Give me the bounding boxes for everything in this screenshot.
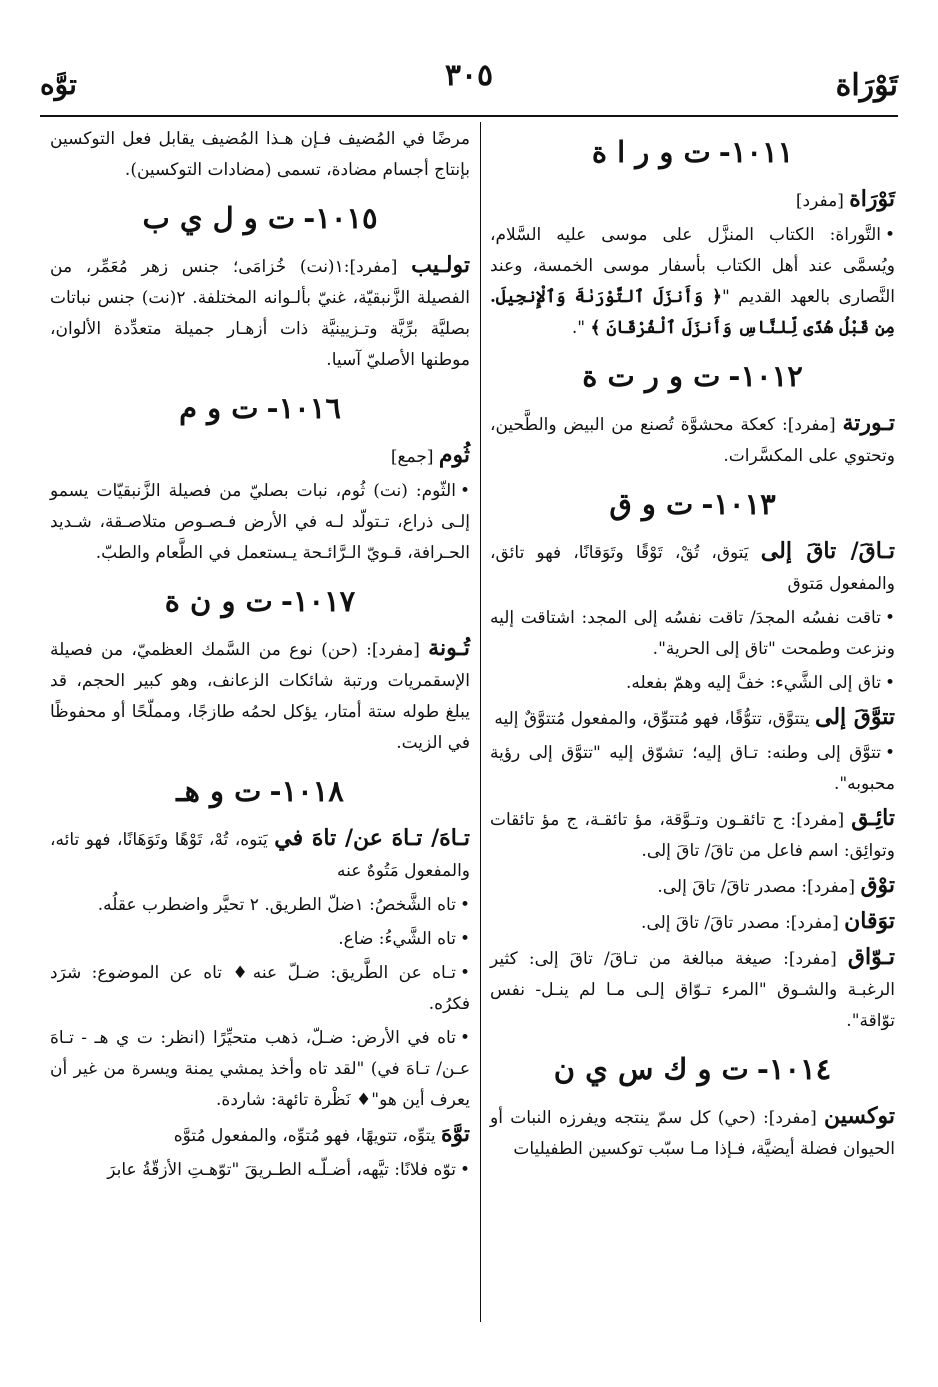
left-column xyxy=(50,120,470,1189)
headword: تـوّاق xyxy=(847,944,896,970)
part-of-speech-tag: [مفرد] xyxy=(795,191,844,211)
dictionary-entry xyxy=(490,536,895,600)
definition-text: تتوَّق إلى وطنه: تـاق إليه؛ تشوّق إليه "تتوَّق إلى رؤية محبوبه". xyxy=(490,743,895,794)
definition xyxy=(50,1155,470,1186)
root-number: ١٠١٢- xyxy=(728,359,803,393)
headword: توْق xyxy=(860,872,895,898)
part-of-speech-tag: [مفرد]: xyxy=(763,1108,817,1128)
root-number: ١٠١٤- xyxy=(756,1052,832,1086)
right-column xyxy=(490,120,895,1168)
definition xyxy=(490,738,895,800)
root-heading xyxy=(50,198,470,238)
dictionary-entry xyxy=(50,823,470,887)
part-of-speech-tag: [مفرد]: xyxy=(790,810,845,830)
root-number: ١٠١٧- xyxy=(280,584,356,618)
entry-text: ١(نت) خُزامَى؛ جنس زهر مُعَمِّر، من الفصيلة الزَّنبقيّة، غنيّ بألـوانه المختلفة. ٢(نت) جنس نباتات بصليَّة برِّيَّة وتـزيينيَّة ذات أزهـار جميلة متعدِّدة الألوان، موطنها الأصليّ آسيا. xyxy=(50,257,470,370)
root-letters: ت و ن ة xyxy=(164,584,273,618)
root-number: ١٠١٦- xyxy=(266,391,341,425)
dictionary-entry xyxy=(50,250,470,376)
definition-text: توّه فلانًا: تيَّهه، أضـلّـه الطـريقَ "توّهـتِ الأزقّةُ عابرَ xyxy=(107,1160,456,1180)
bullet-icon: • xyxy=(884,225,895,245)
entry-text: كعكة محشوَّة تُصنع من البيض والطَّحين، وتحتوي على المكسَّرات. xyxy=(490,415,895,466)
dictionary-entry xyxy=(490,803,895,867)
root-heading xyxy=(50,388,470,428)
entry-text: (حن) نوع من السَّمك العظميّ، من فصيلة الإسقمريات ورتبة شائكات الزعانف، وهو كبير الحجم، قد يبلغ طوله ستة أمتار، يؤكل لحمُه طازجًا، ومملّحًا أو محفوظًا في الزيت. xyxy=(50,640,470,753)
definition xyxy=(490,668,895,699)
entry-text: (حي) كل سمّ ينتجه ويفرزه النبات أو الحيوان فضلة أيضيَّة، فـإذا مـا سبّب توكسين الطفيليات xyxy=(490,1108,895,1159)
definition-text: تاقت نفسُه المجدَ/ تاقت نفسُه إلى المجد: اشتاقت إليه ونزعت وطمحت "تاق إلى الحرية". xyxy=(490,608,895,659)
dictionary-entry xyxy=(490,184,895,217)
part-of-speech-tag: [مفرد]: xyxy=(801,877,856,897)
dictionary-entry xyxy=(50,633,470,759)
root-heading xyxy=(490,132,895,172)
header-divider xyxy=(40,115,898,117)
dictionary-entry xyxy=(50,440,470,473)
bullet-icon: • xyxy=(884,743,895,763)
headword: تَوْرَاة xyxy=(849,186,895,212)
dictionary-entry xyxy=(490,906,895,939)
bullet-icon: • xyxy=(459,1028,470,1048)
root-letters: ت و ك س ي ن xyxy=(553,1052,749,1086)
definition xyxy=(490,220,895,344)
root-letters: ت و ل ي ب xyxy=(142,201,296,235)
headword: تـورتة xyxy=(842,410,895,436)
headword: توَّهَ xyxy=(440,1121,470,1147)
headword: تتوَّقَ إلى xyxy=(814,704,895,730)
dictionary-entry xyxy=(490,870,895,903)
definition-text: تاه الشَّيءُ: ضاع. xyxy=(338,929,456,949)
definition xyxy=(50,476,470,569)
page-header xyxy=(40,58,898,114)
entry-text: مصدر تاقَ/ تاقَ إلى. xyxy=(657,877,802,897)
headword: تـاهَ/ تـاهَ عن/ تاهَ في xyxy=(274,825,470,851)
root-letters: ت و هـ xyxy=(176,774,262,808)
root-letters: ت و م xyxy=(179,391,259,425)
bullet-icon: • xyxy=(459,481,470,501)
column-divider xyxy=(480,122,481,1322)
definition-text: تـاه عن الطَّريق: ضـلّ عنه♦ تاه عن الموضوع: شرَد فكرُه. xyxy=(50,963,470,1014)
root-number: ١٠١٥- xyxy=(303,201,378,235)
bullet-icon: • xyxy=(459,1160,470,1180)
root-heading xyxy=(50,581,470,621)
dictionary-entry xyxy=(490,942,895,1037)
headword: تائِـق xyxy=(851,805,895,831)
dictionary-entry xyxy=(490,408,895,472)
root-heading xyxy=(50,771,470,811)
bullet-icon: • xyxy=(459,963,470,983)
part-of-speech-tag: [مفرد]: xyxy=(785,913,839,933)
definition-text: تاه الشَّخصُ: ١ضلّ الطريق. ٢ تحيَّر واضطرب عقلُه. xyxy=(97,895,456,915)
bullet-icon: • xyxy=(459,895,470,915)
headword: ثُوم xyxy=(438,442,470,468)
definition-text: تاه في الأرض: ضـلّ، ذهب متحيِّرًا (انظر: ت ي هـ - تـاهَ عـن/ تـاهَ في) "لقد تاه وأخذ يمشي يمنة ويسرة من غير أن يعرف أين هو"♦ نَظْرة تائهة: شاردة. xyxy=(50,1028,470,1110)
definition xyxy=(50,958,470,1020)
quran-verse: ﴿ وَأَنزَلَ ٱلتَّوْرَىٰةَ وَٱلْإِنجِيلَ. مِن قَبْلُ هُدًى لِّلنَّاسِ وَأَنزَلَ ٱلْفُرْقَانَ ﴾ xyxy=(490,287,895,338)
root-number: ١٠١١- xyxy=(718,135,794,169)
part-of-speech-tag: [جمع] xyxy=(390,447,434,467)
headword: تـاقَ/ تاقَ إلى xyxy=(760,538,895,564)
entry-text: ج تائقـون وتـوَّقة، مؤ تائقـة، ج مؤ تائقات وتوائِق: اسم فاعل من تاقَ/ تاقَ إلى. xyxy=(490,810,895,861)
definition-text: تاق إلى الشَّيء: خفَّ إليه وهمّ بفعله. xyxy=(625,673,881,693)
root-letters: ت و ر ا ة xyxy=(591,135,711,169)
root-letters: ت و ق xyxy=(609,487,694,521)
entry-text: يَتوه، تُهْ، تَوْهًا وتَوَهَانًا، فهو تائه، والمفعول مَتُوهٌ عنه xyxy=(50,830,470,881)
entry-text: مصدر تاقَ/ تاقَ إلى. xyxy=(641,913,786,933)
definition xyxy=(490,603,895,665)
part-of-speech-tag: [مفرد]: xyxy=(343,257,398,277)
root-number: ١٠١٨- xyxy=(269,774,344,808)
continuation-text: مرضًا في المُضيف فـإن هـذا المُضيف يقابل فعل التوكسين بإنتاج أجسام مضادة، تسمى (مضادات التوكسين). xyxy=(50,129,470,180)
root-heading xyxy=(490,484,895,524)
root-heading xyxy=(490,1049,895,1089)
root-letters: ت و ر ت ة xyxy=(582,359,721,393)
entry-text: يتتوَّق، تتوُّقًا، فهو مُتتوِّق، والمفعول مُتتوَّقٌ إليه xyxy=(494,709,815,729)
dictionary-entry xyxy=(490,702,895,735)
definition-text: الثّوم: (نت) ثُوم، نبات بصليّ من فصيلة الزَّنبقيّات يسمو إلـى ذراع، تـتولّد لـه في الأرض فـصـوص متلاصـقة، شـديد الحـرافة، قـويّ الـرَّائـحة يـستعمل في الطَّعام والطبّ. xyxy=(50,481,470,563)
part-of-speech-tag: [مفرد]: xyxy=(366,640,420,660)
headword: توكسين xyxy=(824,1103,895,1129)
bullet-icon: • xyxy=(884,608,895,628)
header-right-word: تَوْرَاة xyxy=(835,68,898,103)
part-of-speech-tag: [مفرد]: xyxy=(783,949,837,969)
definition xyxy=(50,1023,470,1116)
entry-text: يتوِّه، تتويهًا، فهو مُتوِّه، والمفعول مُتوَّه xyxy=(173,1126,441,1146)
root-heading xyxy=(490,356,895,396)
definition-text: التَّوراة: الكتاب المنزَّل على موسى عليه السَّلام، ويُسمَّى عند أهل الكتاب بأسفار موسى الخمسة، وعند النَّصارى بالعهد القديم " xyxy=(490,225,895,307)
entry-text: يَتوق، تُقْ، تَوْقًا وتَوَقانًا، فهو تائق، والمفعول مَتوق xyxy=(490,543,895,594)
dictionary-entry xyxy=(50,1119,470,1152)
headword: تُـونة xyxy=(428,635,471,661)
headword: توَقان xyxy=(844,908,895,934)
header-left-word: توَّه xyxy=(40,68,77,101)
definition-tail: ". xyxy=(571,318,591,338)
bullet-icon: • xyxy=(459,929,470,949)
definition xyxy=(50,924,470,955)
part-of-speech-tag: [مفرد]: xyxy=(782,415,836,435)
definition xyxy=(50,890,470,921)
entry-text: صيغة مبالغة من تـاقَ/ تاقَ إلى: كثير الرغبـة والشـوق "المرء تـوّاق إلـى مـا لم ينـل- نفس توّاقة". xyxy=(490,949,895,1031)
bullet-icon: • xyxy=(884,673,895,693)
dictionary-entry xyxy=(490,1101,895,1165)
headword: تولـيب xyxy=(411,252,471,278)
root-number: ١٠١٣- xyxy=(701,487,776,521)
page-number: ٣٠٥ xyxy=(444,58,494,93)
